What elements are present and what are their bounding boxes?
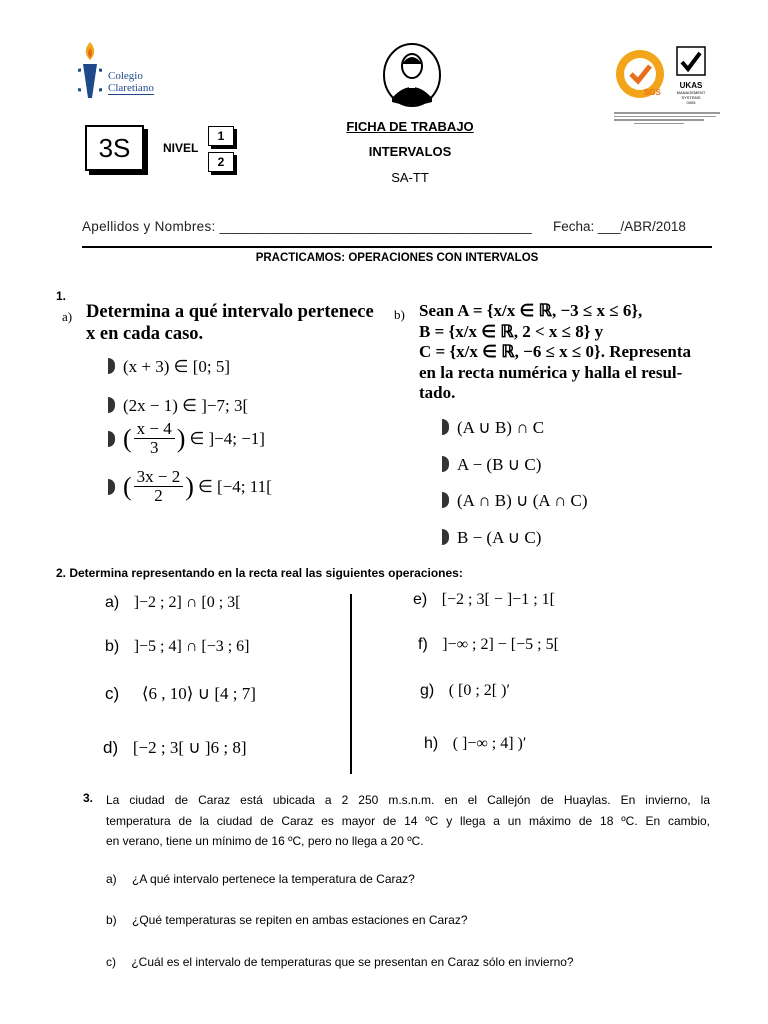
ukas-logo: UKAS MANAGEMENT SYSTEMS 0005 [676,46,706,105]
fraction: $\frac{x - 4}{3}$ [134,420,175,457]
level-option-2: 2 [208,152,234,172]
q1b-item-3: (A ∩ B) ∪ (A ∩ C) [442,491,588,511]
bullet-icon [108,358,115,374]
section-title: PRACTICAMOS: OPERACIONES CON INTERVALOS [255,252,539,264]
q2-item-d: d) [−2 ; 3[ ∪ ]6 ; 8] [103,738,247,757]
q2-instruction: 2. Determina representando en la recta real las siguientes operaciones: [56,566,463,580]
q1a-instruction: Determina a qué intervalo pertenece x en cada caso. [86,302,374,344]
page-subtitle: INTERVALOS [368,144,452,159]
q3-paragraph: La ciudad de Caraz está ubicada a 2 250 m.s.n.m. en el Callejón de Huaylas. En invierno, la temperatura de la ciudad de Caraz es mayor de 14 ºC y llega a un máximo de 18 ºC. En cambio, en verano, tiene un mínimo de 16 ºC, pero no llega a 20 ºC. [106,793,710,848]
grade-box [85,125,144,171]
q1a-label: a) [62,309,73,324]
sgs-label: SGS [644,88,661,97]
bullet-icon [108,431,115,447]
founder-portrait [382,42,442,108]
bullet-icon [442,492,449,508]
q2-item-b: b) ]−5 ; 4] ∩ [−3 ; 6] [105,638,250,655]
crown-check-icon [676,46,706,76]
q1a-item-4: ( $\frac{3x - 2}{2}$ ) ∈ [−4; 11[ [108,468,272,505]
q3-item-a: a) ¿A qué intervalo pertenece la temperatura de Caraz? [106,872,415,886]
q1b-item-2: A − (B ∪ C) [442,455,541,475]
bullet-icon [442,456,449,472]
level-option-1: 1 [208,126,234,146]
page-title: FICHA DE TRABAJO [346,119,474,134]
q1b-item-1: (A ∪ B) ∩ C [442,418,544,438]
portrait-icon [382,42,442,108]
q2-item-c: c) ⟨6 , 10⟩ ∪ [4 ; 7] [105,684,256,703]
q3-item-b: b) ¿Qué temperaturas se repiten en ambas estaciones en Caraz? [106,913,468,927]
bullet-icon [108,479,115,495]
bullet-icon [442,419,449,435]
q3-number: 3. [83,791,94,805]
q2-column-divider [350,594,352,774]
school-name: Colegio Claretiano [108,70,154,94]
fraction: $\frac{3x - 2}{2}$ [134,468,184,505]
q2-item-h: h) ( ]−∞ ; 4] )′ [424,735,527,752]
q1-number: 1. [56,289,67,303]
q3-item-c: c) ¿Cuál es el intervalo de temperaturas que se presentan en Caraz sólo en invierno? [106,955,574,969]
student-name-field: Apellidos y Nombres: ________________________________________ [82,219,532,234]
certification-logos [614,46,724,128]
q1a-item-2: (2x − 1) ∈ ]−7; 3[ [108,396,248,416]
divider [82,246,712,248]
q2-item-a: a) ]−2 ; 2] ∩ [0 ; 3[ [105,594,241,611]
level-label: NIVEL [163,141,199,155]
q2-item-e: e) [−2 ; 3[ − ]−1 ; 1[ [413,591,555,608]
grade-text: 3S [98,132,131,163]
q2-item-f: f) ]−∞ ; 2] − [−5 ; 5[ [418,636,559,653]
bullet-icon [108,397,115,413]
q1b-item-4: B − (A ∪ C) [442,528,541,548]
cert-fine-print [614,110,724,124]
q2-item-g: g) ( [0 ; 2[ )′ [420,682,510,699]
sheet-code: SA-TT [391,170,429,185]
q1a-item-3: ( $\frac{x - 4}{3}$ ) ∈ ]−4; −1] [108,420,265,457]
torch-icon [78,40,102,102]
date-field: Fecha: ___/ABR/2018 [553,219,686,234]
school-logo [78,40,178,102]
q1b-label: b) [394,307,405,322]
q1a-item-1: (x + 3) ∈ [0; 5] [108,357,230,377]
bullet-icon [442,529,449,545]
q1b-instruction: Sean A = {x/x ∈ ℝ, −3 ≤ x ≤ 6}, B = {x/x ∈ ℝ, 2 < x ≤ 8} y C = {x/x ∈ ℝ, −6 ≤ x ≤ 0}. Representa en la recta numérica y halla el resul- tado. [419,301,692,402]
